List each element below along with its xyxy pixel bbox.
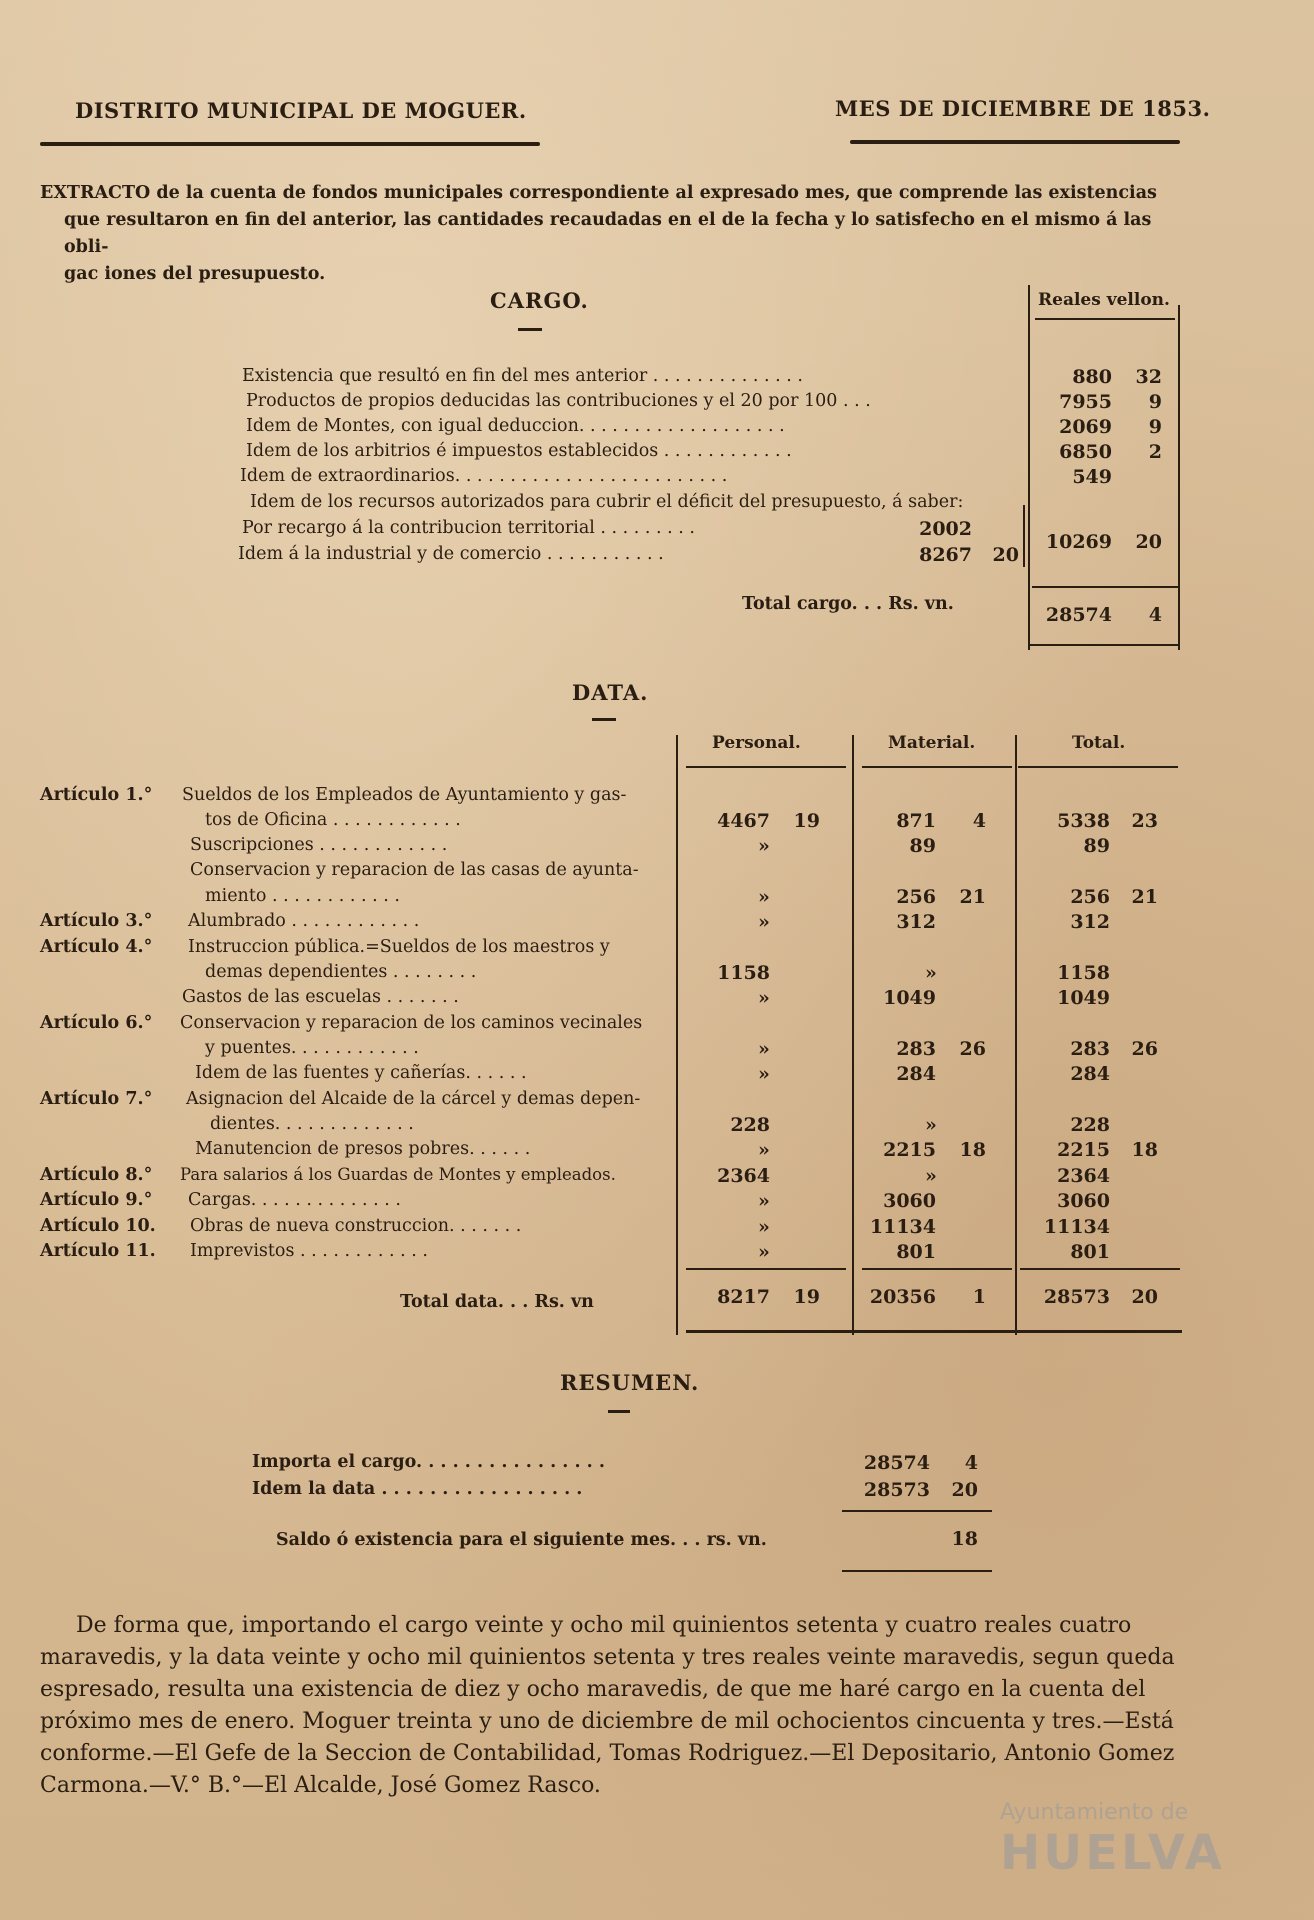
data-total-total: 28573 — [1043, 1286, 1110, 1308]
data-row-material: » — [925, 962, 937, 984]
data-row-article: Artículo 3.° — [40, 911, 153, 931]
data-row-label: Imprevistos . . . . . . . . . . . . — [190, 1241, 428, 1261]
watermark-logo — [1000, 1800, 1225, 1881]
cargo-total-reales: 28574 — [1045, 604, 1112, 626]
data-row-personal: » — [758, 1241, 770, 1263]
data-head-rule-material — [862, 766, 1012, 768]
data-row-total: 256 — [1070, 886, 1110, 908]
watermark-top-text: Ayuntamiento de — [1000, 1800, 1189, 1825]
data-row-material: 11134 — [869, 1216, 936, 1238]
data-row-article: Artículo 6.° — [40, 1013, 153, 1033]
closing-paragraph — [40, 1610, 1190, 1802]
data-row-personal: 1158 — [717, 962, 770, 984]
data-row-personal: 2364 — [717, 1165, 770, 1187]
data-row-article: Artículo 7.° — [40, 1089, 153, 1109]
intro-line-2: que resultaron en fin del anterior, las cantidades recaudadas en el de la fecha y lo satisfecho en el mismo á las obli- — [64, 210, 1152, 257]
resumen-saldo-value: 18 — [951, 1528, 978, 1550]
cargo-col-header: Reales vellon. — [1038, 290, 1170, 310]
data-row-label: Obras de nueva construccion. . . . . . . — [190, 1216, 522, 1236]
data-row-article: Artículo 1.° — [40, 785, 153, 805]
data-row-total-mrs: 18 — [1131, 1139, 1158, 1161]
data-row-material: 283 — [896, 1038, 936, 1060]
data-row-label: Sueldos de los Empleados de Ayuntamiento y gas- — [182, 785, 627, 805]
data-row-material-mrs: 4 — [972, 810, 986, 832]
data-row-personal: 228 — [730, 1114, 770, 1136]
data-vline-3 — [1015, 735, 1017, 1335]
data-row-label: Instruccion pública.=Sueldos de los maestros y — [188, 937, 610, 957]
data-row-total-mrs: 26 — [1131, 1038, 1158, 1060]
data-row-material: 3060 — [883, 1190, 936, 1212]
resumen-row-mrs: 20 — [951, 1479, 978, 1501]
cargo-subrow-reales: 2002 — [919, 518, 972, 540]
data-row-total-mrs: 21 — [1131, 886, 1158, 908]
data-row-personal: » — [758, 886, 770, 908]
data-col-total: Total. — [1072, 733, 1126, 753]
cargo-subrow-mrs: 20 — [992, 544, 1019, 566]
data-row-material-mrs: 18 — [959, 1139, 986, 1161]
data-row-total: 3060 — [1057, 1190, 1110, 1212]
data-row-personal: » — [758, 1038, 770, 1060]
data-row-personal-mrs: 19 — [793, 810, 820, 832]
cargo-bottom-rule — [1028, 644, 1178, 646]
resumen-title: RESUMEN. — [560, 1370, 700, 1395]
header-rule-left — [40, 142, 540, 146]
data-row-total: 312 — [1070, 911, 1110, 933]
cargo-deficit-label: Idem de los recursos autorizados para cubrir el déficit del presupuesto, á saber: — [250, 492, 964, 512]
cargo-total-mrs: 4 — [1148, 604, 1162, 626]
data-row-article: Artículo 4.° — [40, 937, 153, 957]
cargo-row-label: Productos de propios deducidas las contribuciones y el 20 por 100 . . . — [246, 391, 871, 411]
resumen-title-rule — [608, 1410, 630, 1413]
data-row-material: 256 — [896, 886, 936, 908]
data-row-total: 283 — [1070, 1038, 1110, 1060]
data-row-label-cont: dientes. . . . . . . . . . . . . — [210, 1114, 414, 1134]
cargo-total-rule — [1032, 586, 1178, 588]
data-row-material: 1049 — [883, 987, 936, 1009]
data-head-rule-personal — [686, 766, 846, 768]
cargo-row-label: Idem de los arbitrios é impuestos establecidos . . . . . . . . . . . . — [246, 441, 792, 461]
cargo-row-reales: 7955 — [1059, 391, 1112, 413]
data-row-total: 1158 — [1057, 962, 1110, 984]
cargo-row-label: Existencia que resultó en fin del mes anterior . . . . . . . . . . . . . . — [242, 366, 803, 386]
data-row-personal: » — [758, 1063, 770, 1085]
data-total-total-mrs: 20 — [1131, 1286, 1158, 1308]
data-row-total: 11134 — [1043, 1216, 1110, 1238]
data-bottom-rule — [686, 1330, 1182, 1333]
resumen-rule — [842, 1510, 992, 1512]
data-total-rule-material — [862, 1268, 1012, 1270]
data-row-personal: » — [758, 1190, 770, 1212]
data-row-personal: » — [758, 835, 770, 857]
data-row-material: 89 — [909, 835, 936, 857]
data-vline-2 — [852, 735, 854, 1335]
data-row-total: 89 — [1083, 835, 1110, 857]
data-row-label-cont: y puentes. . . . . . . . . . . . — [205, 1038, 419, 1058]
data-row-material: 871 — [896, 810, 936, 832]
data-vline-1 — [676, 735, 678, 1335]
data-row-label: Conservacion y reparacion de las casas de ayunta- — [190, 860, 639, 880]
cargo-total-label: Total cargo. . . Rs. vn. — [742, 594, 954, 614]
data-row-total: 1049 — [1057, 987, 1110, 1009]
cargo-row-mrs: 2 — [1148, 441, 1162, 463]
cargo-subrow-label: Por recargo á la contribucion territorial . . . . . . . . . — [242, 518, 695, 538]
data-title: DATA. — [572, 680, 649, 705]
data-total-rule-total — [1020, 1268, 1180, 1270]
data-row-label: Manutencion de presos pobres. . . . . . — [195, 1139, 531, 1159]
intro-paragraph — [40, 180, 1170, 288]
data-row-label: Conservacion y reparacion de los caminos vecinales — [180, 1013, 643, 1033]
data-row-article: Artículo 10. — [40, 1216, 156, 1236]
header-month: MES DE DICIEMBRE DE 1853. — [835, 96, 1211, 121]
data-row-personal: » — [758, 1139, 770, 1161]
data-total-label: Total data. . . Rs. vn — [400, 1292, 594, 1312]
resumen-bottom-rule — [842, 1570, 992, 1572]
header-district: DISTRITO MUNICIPAL DE MOGUER. — [75, 98, 527, 123]
intro-line-3: gac iones del presupuesto. — [64, 264, 326, 284]
data-title-rule — [592, 718, 616, 721]
data-row-label: Gastos de las escuelas . . . . . . . — [182, 987, 459, 1007]
cargo-row-reales: 2069 — [1059, 416, 1112, 438]
data-row-material: 312 — [896, 911, 936, 933]
cargo-row-mrs: 32 — [1135, 366, 1162, 388]
cargo-subtotal-reales: 10269 — [1045, 531, 1112, 553]
data-total-rule-personal — [686, 1268, 846, 1270]
cargo-row-reales: 880 — [1072, 366, 1112, 388]
data-total-material: 20356 — [869, 1286, 936, 1308]
data-row-label-cont: tos de Oficina . . . . . . . . . . . . — [205, 810, 461, 830]
data-row-personal: » — [758, 987, 770, 1009]
cargo-title-rule — [518, 328, 542, 331]
data-row-material-mrs: 21 — [959, 886, 986, 908]
data-total-personal: 8217 — [717, 1286, 770, 1308]
data-row-material: » — [925, 1114, 937, 1136]
intro-line-1: EXTRACTO de la cuenta de fondos municipales correspondiente al expresado mes, que comprende las existencias — [40, 183, 1157, 203]
cargo-row-mrs: 9 — [1148, 391, 1162, 413]
cargo-row-label: Idem de Montes, con igual deduccion. . . . . . . . . . . . . . . . . . . — [246, 416, 785, 436]
cargo-row-mrs: 9 — [1148, 416, 1162, 438]
cargo-subtotal-mrs: 20 — [1135, 531, 1162, 553]
data-row-personal: » — [758, 911, 770, 933]
data-row-total: 228 — [1070, 1114, 1110, 1136]
cargo-brace — [1023, 505, 1025, 567]
data-row-total: 801 — [1070, 1241, 1110, 1263]
data-row-total: 2364 — [1057, 1165, 1110, 1187]
data-row-label-cont: demas dependientes . . . . . . . . — [205, 962, 477, 982]
data-total-material-mrs: 1 — [972, 1286, 986, 1308]
data-row-label: Cargas. . . . . . . . . . . . . . — [188, 1190, 401, 1210]
data-row-label: Asignacion del Alcaide de la cárcel y demas depen- — [186, 1089, 641, 1109]
resumen-row-label: Idem la data . . . . . . . . . . . . . . . . . — [252, 1479, 583, 1499]
data-row-label: Alumbrado . . . . . . . . . . . . — [188, 911, 420, 931]
data-row-article: Artículo 9.° — [40, 1190, 153, 1210]
cargo-row-reales: 549 — [1072, 466, 1112, 488]
watermark-big-text: HUELVA — [1000, 1825, 1225, 1881]
closing-text: De forma que, importando el cargo veinte y ocho mil quinientos setenta y cuatro reales cuatro maravedis, y la data veinte y ocho mil quinientos setenta y tres reales veinte maravedis, segun queda espresado, resulta una existencia de diez y ocho maravedis, de que me haré cargo en la cuenta del próximo mes de enero. Moguer treinta y uno de diciembre de mil ochocientos cincuenta y tres.—Está conforme.—El Gefe de la Seccion de Contabilidad, Tomas Rodriguez.—El Depositario, Antonio Gomez Carmona.—V.° B.°—El Alcalde, José Gomez Rasco. — [40, 1613, 1175, 1798]
data-row-article: Artículo 8.° — [40, 1165, 153, 1185]
cargo-title: CARGO. — [490, 288, 589, 313]
data-row-personal: 4467 — [717, 810, 770, 832]
data-row-total-mrs: 23 — [1131, 810, 1158, 832]
data-row-material: » — [925, 1165, 937, 1187]
data-row-total: 5338 — [1057, 810, 1110, 832]
cargo-header-rule — [1035, 318, 1175, 320]
data-row-label: Idem de las fuentes y cañerías. . . . . . — [195, 1063, 527, 1083]
data-row-personal: » — [758, 1216, 770, 1238]
resumen-row-reales: 28573 — [863, 1479, 930, 1501]
data-head-rule-total — [1018, 766, 1178, 768]
cargo-row-label: Idem de extraordinarios. . . . . . . . . . . . . . . . . . . . . . . . . — [240, 466, 728, 486]
data-row-total: 2215 — [1057, 1139, 1110, 1161]
cargo-vline-left — [1028, 285, 1030, 650]
data-total-personal-mrs: 19 — [793, 1286, 820, 1308]
header-rule-right — [850, 140, 1180, 144]
resumen-saldo-label: Saldo ó existencia para el siguiente mes. . . rs. vn. — [276, 1530, 767, 1550]
cargo-vline-right — [1178, 305, 1180, 650]
data-row-material: 2215 — [883, 1139, 936, 1161]
cargo-row-reales: 6850 — [1059, 441, 1112, 463]
data-row-material: 801 — [896, 1241, 936, 1263]
cargo-subrow-label: Idem á la industrial y de comercio . . . . . . . . . . . — [238, 544, 664, 564]
resumen-row-label: Importa el cargo. . . . . . . . . . . . . . . . — [252, 1452, 605, 1472]
data-row-label-cont: miento . . . . . . . . . . . . — [205, 886, 400, 906]
resumen-row-mrs: 4 — [964, 1452, 978, 1474]
data-row-total: 284 — [1070, 1063, 1110, 1085]
data-row-label: Para salarios á los Guardas de Montes y empleados. — [180, 1165, 616, 1184]
resumen-row-reales: 28574 — [863, 1452, 930, 1474]
data-col-personal: Personal. — [712, 733, 801, 753]
data-row-material-mrs: 26 — [959, 1038, 986, 1060]
data-row-material: 284 — [896, 1063, 936, 1085]
data-col-material: Material. — [888, 733, 976, 753]
data-row-article: Artículo 11. — [40, 1241, 156, 1261]
data-row-label: Suscripciones . . . . . . . . . . . . — [190, 835, 448, 855]
cargo-subrow-reales: 8267 — [919, 544, 972, 566]
